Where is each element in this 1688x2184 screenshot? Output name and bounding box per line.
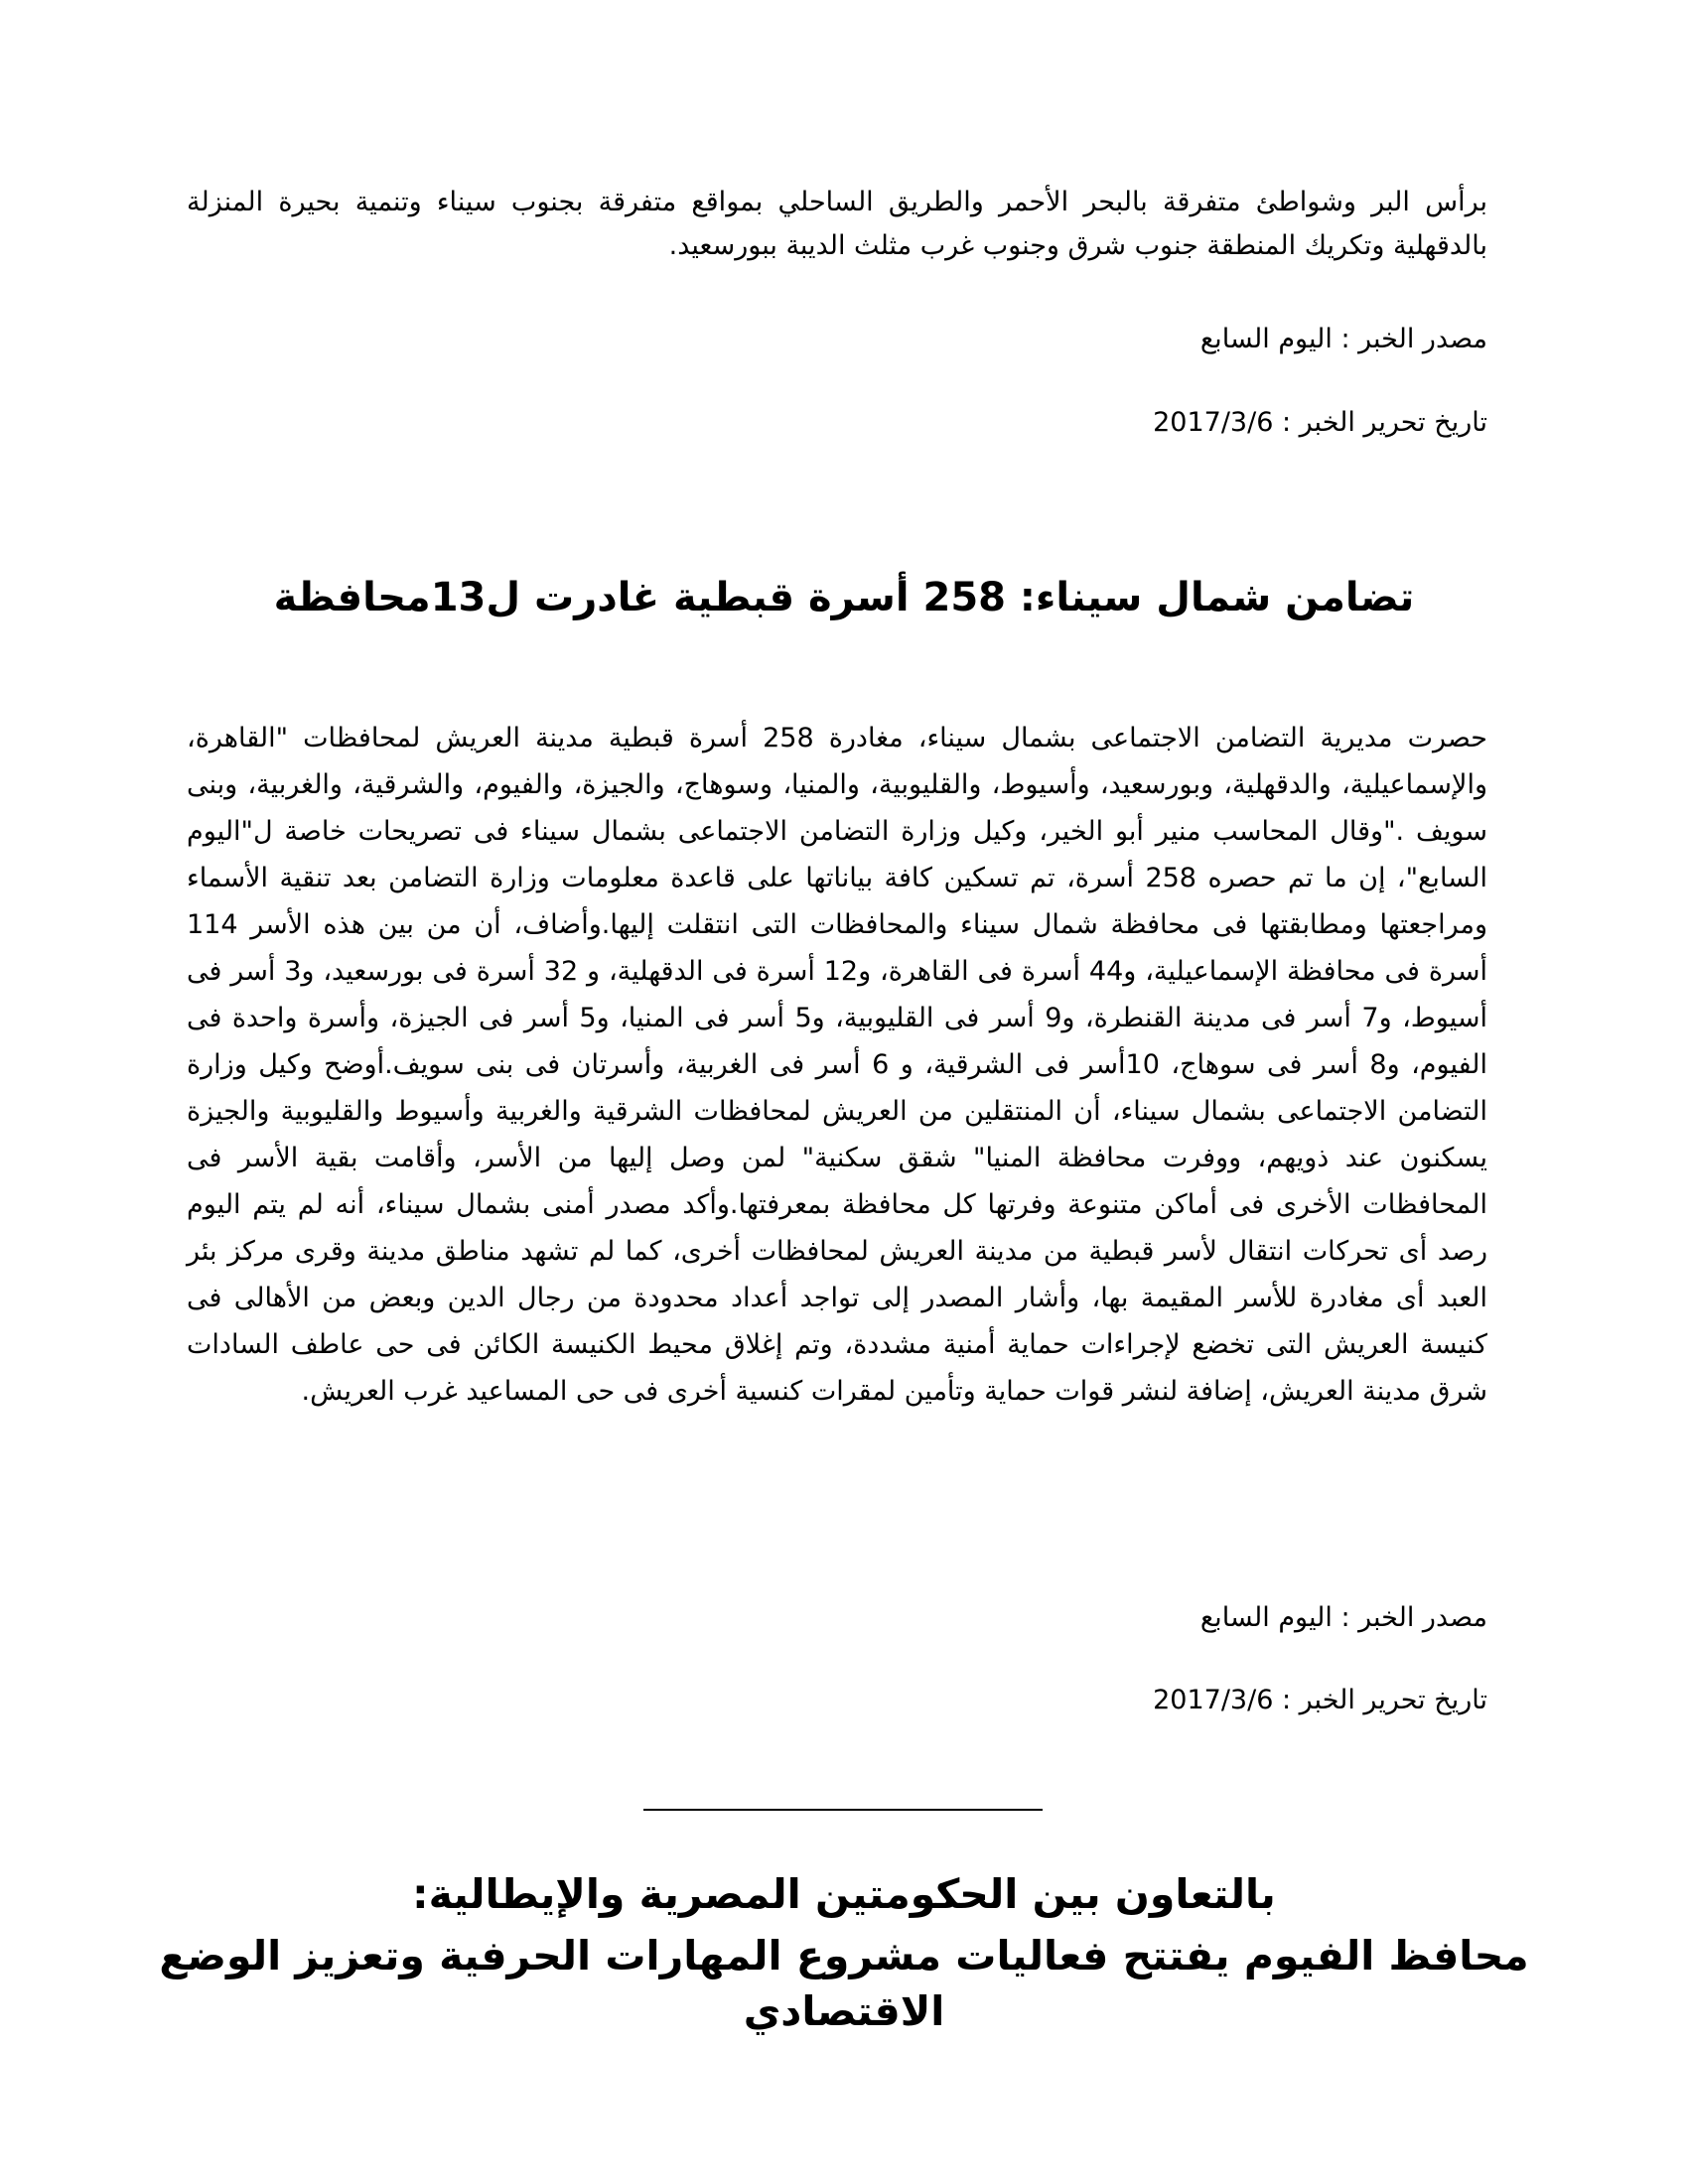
intro-paragraph: برأس البر وشواطئ متفرقة بالبحر الأحمر والطريق الساحلي بمواقع متفرقة بجنوب سيناء وتنمية بحيرة المنزلة بالدقهلية وتكريك المنطقة جنوب شرق وجنوب غرب مثلث الديبة ببورسعيد. — [187, 187, 1487, 261]
news-source-label: مصدر الخبر : اليوم السابع — [1199, 1602, 1487, 1633]
article-body: حصرت مديرية التضامن الاجتماعى بشمال سيناء، مغادرة 258 أسرة قبطية مدينة العريش لمحافظات "القاهرة، والإسماعيلية، والدقهلية، وبورسعيد، وأسيوط، والقليوبية، والمنيا، وسوهاج، والجيزة، والفيوم، والشرقية، والغربية، وبنى سويف ."وقال المحاسب منير أبو الخير، وكيل وزارة التضامن الاجتماعى بشمال سيناء فى تصريحات خاصة ل"اليوم السابع"، إن ما تم حصره 258 أسرة، تم تسكين كافة بياناتها على قاعدة معلومات وزارة التضامن بعد تنقية الأسماء ومراجعتها ومطابقتها فى محافظة شمال سيناء والمحافظات التى انتقلت إليها.وأضاف، أن من بين هذه الأسر 114 أسرة فى محافظة الإسماعيلية، و44 أسرة فى القاهرة، و12 أسرة فى الدقهلية، و 32 أسرة فى بورسعيد، و3 أسر فى أسيوط، و7 أسر فى مدينة القنطرة، و9 أسر فى القليوبية، و5 أسر فى المنيا، و5 أسر فى الجيزة، وأسرة واحدة فى الفيوم، و8 أسر فى سوهاج، 10أسر فى الشرقية، و 6 أسر فى الغربية، وأسرتان فى بنى سويف.أوضح وكيل وزارة التضامن الاجتماعى بشمال سيناء، أن المنتقلين من العريش لمحافظات الشرقية والغربية وأسيوط والقليوبية والجيزة يسكنون عند ذويهم، ووفرت محافظة المنيا" شقق سكنية" لمن وصل إليها من الأسر، وأقامت بقية الأسر فى المحافظات الأخرى فى أماكن متنوعة وفرتها كل محافظة بمعرفتها.وأكد مصدر أمنى بشمال سيناء، أنه لم يتم اليوم رصد أى تحركات انتقال لأسر قبطية من مدينة العريش لمحافظات أخرى، كما لم تشهد مناطق مدينة وقرى مركز بئر العبد أى مغادرة للأسر المقيمة بها، وأشار المصدر إلى تواجد أعداد محدودة من رجال الدين وبعض من الأهالى فى كنيسة العريش التى تخضع لإجراءات حماية أمنية مشددة، وتم إغلاق محيط الكنيسة الكائن فى حى عاطف السادات شرق مدينة العريش، إضافة لنشر قوات حماية وتأمين لمقرات كنسية أخرى فى حى المساعيد غرب العريش. — [187, 723, 1487, 1407]
news-date-label: تاريخ تحرير الخبر : 2017/3/6 — [1153, 407, 1487, 438]
article-title: تضامن شمال سيناء: 258 أسرة قبطية غادرت ل13محافظة — [273, 575, 1415, 620]
next-article-title-line-2: محافظ الفيوم يفتتح فعاليات مشروع المهارات الحرفية وتعزيز الوضع الاقتصادي — [159, 1932, 1529, 2035]
news-source-label: مصدر الخبر : اليوم السابع — [1199, 324, 1487, 354]
section-divider — [643, 1809, 1043, 1811]
news-date-label: تاريخ تحرير الخبر : 2017/3/6 — [1153, 1685, 1487, 1715]
next-article-title-line-1: بالتعاون بين الحكومتين المصرية والإيطالية: — [412, 1870, 1276, 1918]
